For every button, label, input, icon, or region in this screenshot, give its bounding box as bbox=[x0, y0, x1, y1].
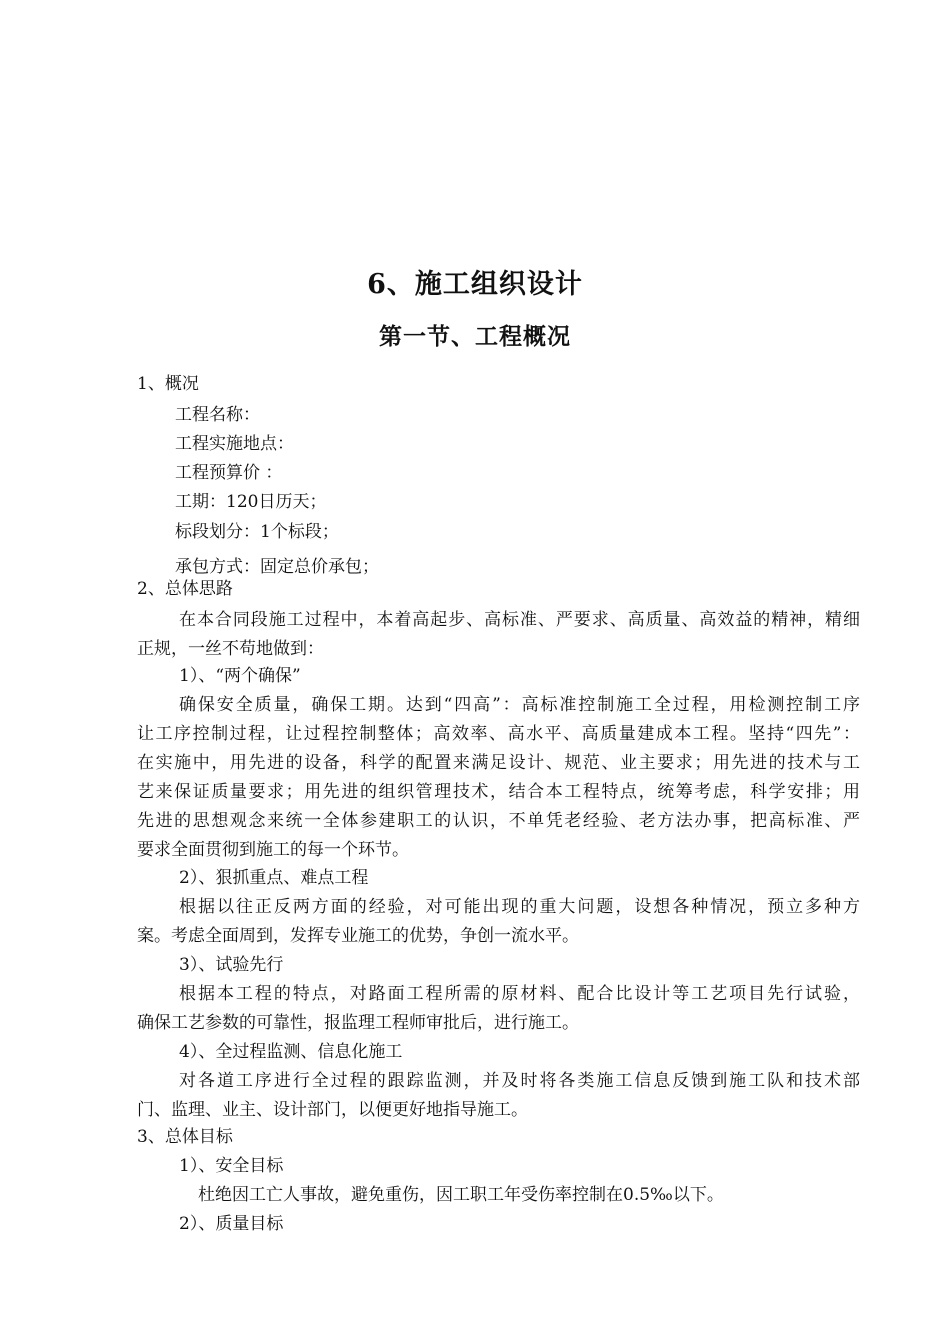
paragraph-line: 艺来保证质量要求；用先进的组织管理技术，结合本工程特点，统筹考虑，科学安排；用 bbox=[137, 782, 860, 802]
section-title: 第一节、工程概况 bbox=[379, 323, 571, 350]
subsection-heading: 1）、“两个确保” bbox=[179, 666, 301, 686]
paragraph-line: 根据以往正反两方面的经验，对可能出现的重大问题，设想各种情况，预立多种方 bbox=[179, 897, 860, 917]
subsection-heading: 2）、质量目标 bbox=[179, 1214, 284, 1234]
paragraph-line: 确保工艺参数的可靠性，报监理工程师审批后，进行施工。 bbox=[137, 1013, 579, 1033]
paragraph-line: 让工序控制过程，让过程控制整体；高效率、高水平、高质量建成本工程。坚持“四先”： bbox=[137, 724, 860, 744]
section-2-heading: 2、总体思路 bbox=[137, 579, 233, 599]
contract-type-field: 承包方式：固定总价承包； bbox=[175, 557, 379, 577]
paragraph-line: 要求全面贯彻到施工的每一个环节。 bbox=[137, 840, 409, 860]
project-lots-field: 标段划分：1个标段； bbox=[175, 522, 339, 542]
subsection-heading: 1）、安全目标 bbox=[179, 1156, 284, 1176]
document-title: 6、施工组织设计 bbox=[367, 269, 583, 300]
paragraph-line: 案。考虑全面周到，发挥专业施工的优势，争创一流水平。 bbox=[137, 926, 579, 946]
paragraph-line: 根据本工程的特点，对路面工程所需的原材料、配合比设计等工艺项目先行试验， bbox=[179, 984, 860, 1004]
paragraph-line: 门、监理、业主、设计部门，以便更好地指导施工。 bbox=[137, 1100, 528, 1120]
project-budget-field: 工程预算价 ： bbox=[175, 463, 283, 483]
section-1-heading: 1、概况 bbox=[137, 374, 199, 394]
project-name-field: 工程名称： bbox=[175, 405, 260, 425]
paragraph-line: 杜绝因工亡人事故，避免重伤，因工职工年受伤率控制在0.5‰以下。 bbox=[198, 1185, 724, 1205]
paragraph-line: 正规，一丝不苟地做到： bbox=[137, 639, 324, 659]
subsection-heading: 3）、试验先行 bbox=[179, 955, 284, 975]
project-duration-field: 工期：120日历天； bbox=[175, 492, 327, 512]
paragraph-line: 确保安全质量，确保工期。达到“四高”：高标准控制施工全过程，用检测控制工序 bbox=[179, 695, 860, 715]
section-3-heading: 3、总体目标 bbox=[137, 1127, 233, 1147]
paragraph-line: 在实施中，用先进的设备，科学的配置来满足设计、规范、业主要求；用先进的技术与工 bbox=[137, 753, 860, 773]
paragraph-line: 对各道工序进行全过程的跟踪监测，并及时将各类施工信息反馈到施工队和技术部 bbox=[179, 1071, 860, 1091]
paragraph-line: 在本合同段施工过程中，本着高起步、高标准、严要求、高质量、高效益的精神，精细 bbox=[179, 610, 860, 630]
paragraph-line: 先进的思想观念来统一全体参建职工的认识，不单凭老经验、老方法办事，把高标准、严 bbox=[137, 811, 860, 831]
subsection-heading: 4）、全过程监测、信息化施工 bbox=[179, 1042, 403, 1062]
subsection-heading: 2）、狠抓重点、难点工程 bbox=[179, 868, 369, 888]
project-location-field: 工程实施地点： bbox=[175, 434, 294, 454]
